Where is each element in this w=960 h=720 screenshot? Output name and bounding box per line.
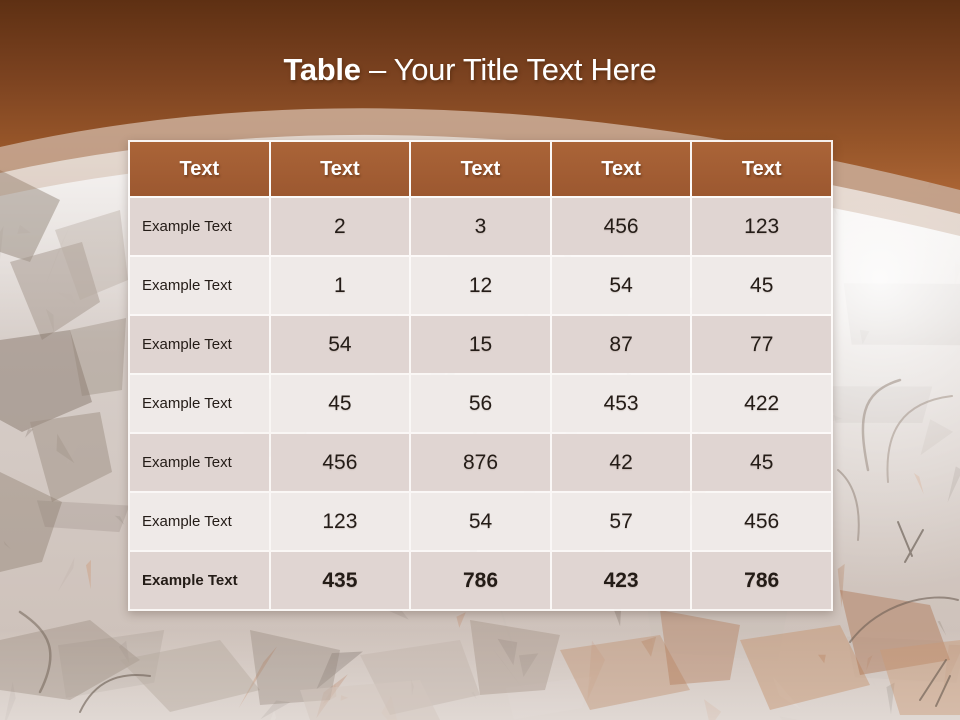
value-cell: 422 (692, 375, 831, 432)
value-cell: 123 (271, 493, 410, 550)
value-cell: 12 (411, 257, 550, 314)
value-cell: 876 (411, 434, 550, 491)
row-label-cell: Example Text (130, 493, 269, 550)
value-cell: 786 (411, 552, 550, 609)
slide-title-rest: – Your Title Text Here (360, 52, 657, 87)
value-cell: 456 (271, 434, 410, 491)
value-cell: 456 (552, 198, 691, 255)
slide-title (0, 52, 950, 88)
row-label-cell: Example Text (130, 434, 269, 491)
value-cell: 786 (692, 552, 831, 609)
value-cell: 77 (692, 316, 831, 373)
value-cell: 45 (271, 375, 410, 432)
slide-title-keyword: Table (283, 52, 361, 87)
header-cell: Text (692, 142, 831, 196)
header-cell: Text (130, 142, 269, 196)
value-cell: 54 (552, 257, 691, 314)
header-cell: Text (552, 142, 691, 196)
value-cell: 54 (271, 316, 410, 373)
value-cell: 456 (692, 493, 831, 550)
value-cell: 423 (552, 552, 691, 609)
row-label-cell: Example Text (130, 257, 269, 314)
value-cell: 2 (271, 198, 410, 255)
header-cell: Text (411, 142, 550, 196)
value-cell: 123 (692, 198, 831, 255)
value-cell: 87 (552, 316, 691, 373)
value-cell: 435 (271, 552, 410, 609)
row-label-cell: Example Text (130, 198, 269, 255)
value-cell: 54 (411, 493, 550, 550)
row-label-cell: Example Text (130, 552, 269, 609)
value-cell: 45 (692, 434, 831, 491)
value-cell: 15 (411, 316, 550, 373)
value-cell: 42 (552, 434, 691, 491)
value-cell: 1 (271, 257, 410, 314)
value-cell: 45 (692, 257, 831, 314)
value-cell: 57 (552, 493, 691, 550)
row-label-cell: Example Text (130, 316, 269, 373)
value-cell: 56 (411, 375, 550, 432)
value-cell: 453 (552, 375, 691, 432)
data-table (128, 140, 833, 611)
value-cell: 3 (411, 198, 550, 255)
header-cell: Text (271, 142, 410, 196)
row-label-cell: Example Text (130, 375, 269, 432)
